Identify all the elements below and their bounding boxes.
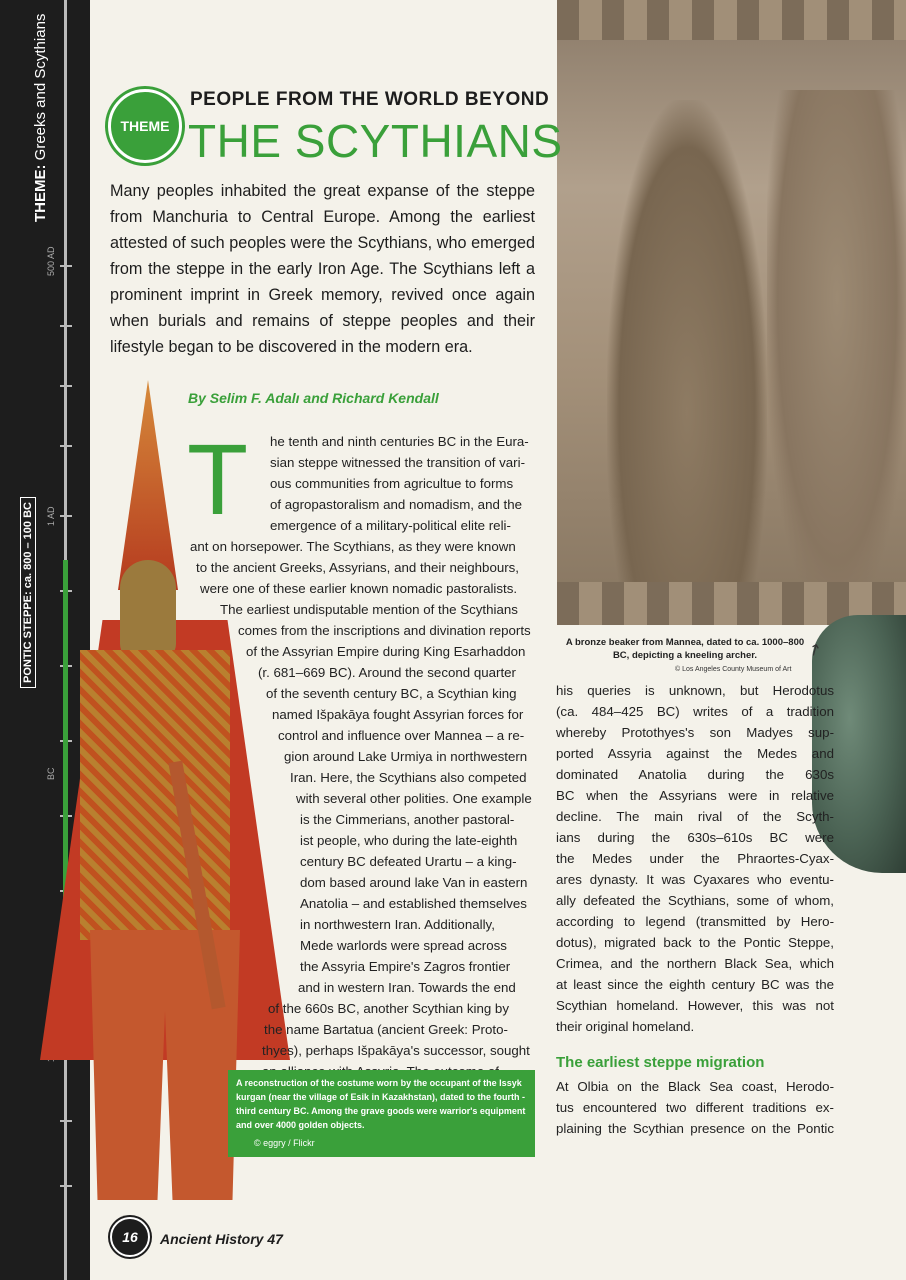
body-line: ous communities from agricultue to forms xyxy=(270,476,514,491)
costume-caption: A reconstruction of the costume worn by the occupant of the Issyk kurgan (near the village of Esik in Kazakhstan), dated to the fourth - third century BC. Among the grave goods were warrior's equipment and over 4000 golden objects. xyxy=(236,1078,526,1130)
drop-cap: T xyxy=(187,424,249,536)
relief-tree xyxy=(607,100,767,620)
body-line: at least since the eighth century BC was the xyxy=(556,977,834,992)
persepolis-relief-photo xyxy=(557,0,906,625)
body-line: Mede warlords were spread across xyxy=(300,938,507,953)
body-line: ant on horsepower. The Scythians, as they were known xyxy=(190,539,516,554)
body-line: whereby Protothyes's son Madyes sup- xyxy=(556,725,834,740)
body-line: is the Cimmerians, another pastoral- xyxy=(300,812,515,827)
article-lede: Many peoples inhabited the great expanse of the steppe from Manchuria to Central Europe. Among the earliest attested of such peoples were the Scythians, who emerged from the steppe in the early Iron Age. The Scythians left a prominent imprint in Greek memory, revived once again when burials and remains of steppe peoples and their lifestyle began to be discovered in the modern era. xyxy=(110,182,535,356)
body-line: ians during the 630s–610s BC were xyxy=(556,830,834,845)
body-line: sian steppe witnessed the transition of vari- xyxy=(270,455,525,470)
body-line: of the Assyrian Empire during King Esarhaddon xyxy=(246,644,526,659)
body-line: the name Bartatua (ancient Greek: Proto- xyxy=(264,1022,508,1037)
body-line: Scythian homeland. However, this was not xyxy=(556,998,834,1013)
spine-date-500ad: 500 AD xyxy=(46,246,56,276)
body-line: of agropastoralism and nomadism, and the xyxy=(270,497,523,512)
caption-arrow-icon: ↗ xyxy=(804,639,826,662)
body-line: Crimea, and the northern Black Sea, which xyxy=(556,956,834,971)
body-line: ares dynasty. It was Cyaxares who eventu- xyxy=(556,872,834,887)
body-line: BC when the Assyrians were in relative xyxy=(556,788,834,803)
body-line: plaining the Scythian presence on the Pontic xyxy=(556,1121,834,1136)
body-line: tus encountered two different traditions ex- xyxy=(556,1100,834,1115)
body-line: ally defeated the Scythians, some of whom, xyxy=(556,893,834,908)
body-line: ported Assyria against the Medes and xyxy=(556,746,834,761)
body-line: of the seventh century BC, a Scythian king xyxy=(266,686,517,701)
magazine-name: Ancient History 47 xyxy=(160,1231,283,1247)
costume-credit: © eggry / Flickr xyxy=(254,1138,315,1148)
body-line: his queries is unknown, but Herodotus xyxy=(556,683,834,698)
theme-badge: THEME xyxy=(108,89,182,163)
body-line: dominated Anatolia during the 630s xyxy=(556,767,834,782)
body-column-2-continued xyxy=(556,1076,834,1139)
body-line: gion around Lake Urmiya in northwestern xyxy=(284,749,528,764)
body-line: emergence of a military-political elite reli- xyxy=(270,518,511,533)
spine-theme-label: THEME: Greeks and Scythians xyxy=(32,13,49,222)
body-line: dom based around lake Van in eastern xyxy=(300,875,528,890)
body-line: of the 660s BC, another Scythian king by xyxy=(268,1001,509,1016)
body-line: with several other polities. One example xyxy=(296,791,532,806)
body-line: control and influence over Mannea – a re- xyxy=(278,728,525,743)
body-line: named Išpakāya fought Assyrian forces for xyxy=(272,707,524,722)
body-line: dotus), migrated back to the Pontic Steppe, xyxy=(556,935,834,950)
body-line: thyes), perhaps Išpakāya's successor, sought xyxy=(262,1043,530,1058)
costume-caption-box xyxy=(228,1070,535,1157)
body-line: Iran. Here, the Scythians also competed xyxy=(290,770,527,785)
body-line: their original homeland. xyxy=(556,1019,695,1034)
spine-date-bc: BC xyxy=(46,767,56,780)
body-line: he tenth and ninth centuries BC in the Eura- xyxy=(270,434,529,449)
beaker-caption: A bronze beaker from Mannea, dated to ca. 1000–800 BC, depicting a kneeling archer. xyxy=(565,637,805,661)
body-line: century BC defeated Urartu – a king- xyxy=(300,854,517,869)
relief-figure xyxy=(767,90,906,610)
body-line: the Assyria Empire's Zagros frontier xyxy=(300,959,511,974)
body-line: Anatolia – and established themselves xyxy=(300,896,527,911)
timeline-tick xyxy=(60,325,72,327)
body-line: The earliest undisputable mention of the Scythians xyxy=(220,602,518,617)
costume-head xyxy=(120,560,176,660)
body-column-2 xyxy=(556,680,834,1037)
spine-period-label: PONTIC STEPPE: ca. 800 – 100 BC xyxy=(20,497,36,688)
timeline-tick xyxy=(60,265,72,267)
body-line: and in western Iran. Towards the end xyxy=(298,980,516,995)
article-title: THE SCYTHIANS xyxy=(188,115,563,167)
article-kicker: PEOPLE FROM THE WORLD BEYOND xyxy=(190,89,550,110)
costume-tunic xyxy=(80,650,230,940)
relief-frieze-top xyxy=(557,0,906,40)
body-line: in northwestern Iran. Additionally, xyxy=(300,917,495,932)
body-line: (r. 681–669 BC). Around the second quarter xyxy=(258,665,516,680)
section-subheading: The earliest steppe migration xyxy=(556,1054,765,1071)
body-line: were one of these earlier known nomadic pastoralists. xyxy=(200,581,518,596)
body-line: At Olbia on the Black Sea coast, Herodo- xyxy=(556,1079,834,1094)
body-line: the Medes under the Phraortes-Cyax- xyxy=(556,851,834,866)
spine-date-1ad: 1 AD xyxy=(46,506,56,526)
body-line: decline. The main rival of the Scyth- xyxy=(556,809,834,824)
body-line: comes from the inscriptions and divination reports xyxy=(238,623,531,638)
beaker-credit: © Los Angeles County Museum of Art xyxy=(675,666,792,673)
body-line: ist people, who during the late-eighth xyxy=(300,833,518,848)
page-number: 16 xyxy=(110,1217,150,1257)
body-line: according to legend (transmitted by Hero- xyxy=(556,914,834,929)
article-byline: By Selim F. Adalı and Richard Kendall xyxy=(188,390,439,406)
body-line: (ca. 484–425 BC) writes of a tradition xyxy=(556,704,834,719)
body-line: to the ancient Greeks, Assyrians, and their neighbours, xyxy=(196,560,520,575)
costume-headdress xyxy=(118,380,178,590)
